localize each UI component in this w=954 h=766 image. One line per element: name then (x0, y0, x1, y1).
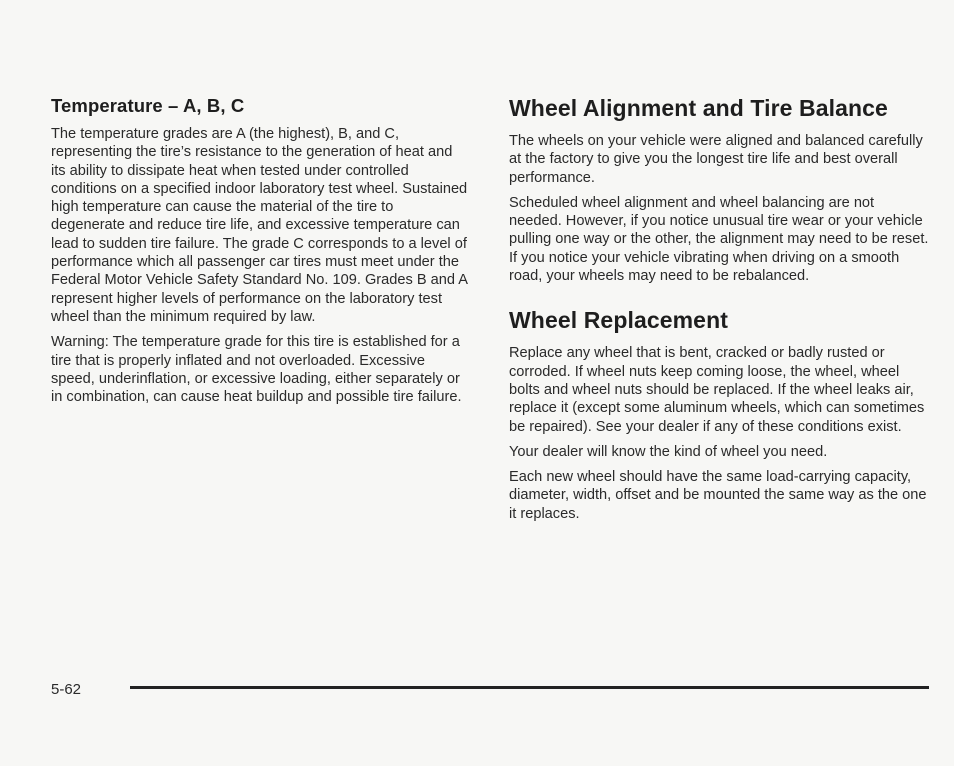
page-number: 5-62 (51, 681, 82, 698)
wheel-alignment-paragraph-1: The wheels on your vehicle were aligned and balanced carefully at the factory to give you the longest tire life and best overall performance. (509, 133, 923, 186)
right-column (509, 95, 929, 530)
temperature-paragraph-1: The temperature grades are A (the highest), B, and C, representing the tire’s resistance to the generation of heat and its ability to dissipate heat when tested under controlled conditions on a specified indoor laboratory test wheel. Sustained high temperature can cause the material of the tire to degenerate and reduce tire life, and excessive temperature can lead to sudden tire failure. The grade C corresponds to a level of performance which all passenger car tires must meet under the Federal Motor Vehicle Safety Standard No. 109. Grades B and A represent higher levels of performance on the laboratory test wheel than the minimum required by law. (51, 126, 468, 325)
wheel-alignment-paragraph-2: Scheduled wheel alignment and wheel balancing are not needed. However, if you notice unusual tire wear or your vehicle pulling one way or the other, the alignment may need to be reset. If you notice your vehicle vibrating when driving on a smooth road, your wheels may need to be rebalanced. (509, 194, 929, 285)
wheel-replacement-paragraph-3: Each new wheel should have the same load-carrying capacity, diameter, width, offset and be mounted the same way as the one it replaces. (509, 469, 927, 522)
wheel-replacement-paragraph-2: Your dealer will know the kind of wheel you need. (509, 443, 828, 460)
wheel-replacement-paragraph-1: Replace any wheel that is bent, cracked or badly rusted or corroded. If wheel nuts keep coming loose, the wheel, wheel bolts and wheel nuts should be replaced. If the wheel leaks air, replace it (except some aluminum wheels, which can sometimes be repaired). See your dealer if any of these conditions exist. (509, 345, 925, 435)
temperature-heading: Temperature – A, B, C (51, 95, 245, 116)
wheel-alignment-heading: Wheel Alignment and Tire Balance (509, 95, 888, 121)
left-column (51, 95, 469, 413)
temperature-warning-paragraph: Warning: The temperature grade for this tire is established for a tire that is properly inflated and not overloaded. Excessive speed, underinflation, or excessive loading, either separately or in combination, can cause heat buildup and possible tire failure. (51, 334, 462, 406)
footer-divider (130, 686, 929, 689)
wheel-replacement-heading: Wheel Replacement (509, 307, 728, 334)
